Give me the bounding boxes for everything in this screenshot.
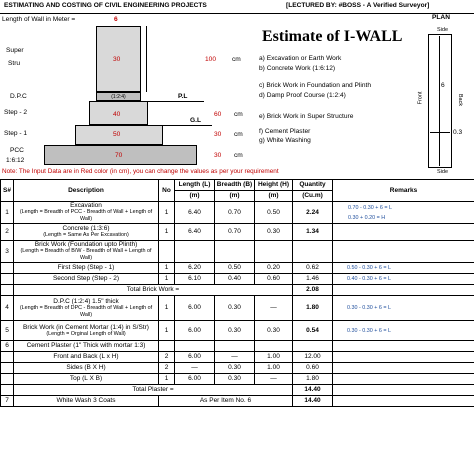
dpc-label: D.P.C: [10, 93, 27, 100]
col-length: Length (L): [175, 180, 215, 191]
col-remarks: Remarks: [333, 180, 474, 202]
row-sno: 4: [1, 296, 14, 321]
row-length: 6.00: [175, 352, 215, 363]
row-height: 1.00: [255, 352, 293, 363]
row-breadth: 0.70: [215, 202, 255, 224]
table-row: [1, 296, 474, 321]
plan-label: PLAN: [432, 14, 450, 21]
pcc-depth-value[interactable]: 30: [214, 152, 222, 159]
row-sno: 6: [1, 341, 14, 352]
row-description: Front and Back (L x H): [14, 352, 159, 363]
row-description: First Step (Step - 1): [14, 263, 159, 274]
table-row: [1, 224, 474, 241]
unit-length: (m): [175, 191, 215, 202]
row-remarks: 0.30 - 0.30 + 6 = L: [333, 321, 474, 341]
row-desc-main: Brick Work (Foundation upto Plinth): [34, 241, 138, 248]
row-remarks: 0.40 - 0.30 + 6 = L: [333, 274, 474, 285]
row-length: 6.40: [175, 224, 215, 241]
row-desc-sub: (Length = Breadth of B/W - Breadth of Wall + Length of Wall): [20, 248, 152, 261]
estimate-table: [0, 179, 474, 407]
estimate-item: a) Excavation or Earth Work: [259, 55, 342, 62]
table-row: [1, 374, 474, 385]
remark-line: 0.30 + 0.20 = H: [348, 214, 386, 221]
row-desc-sub: (Length = Same As Per Excavation): [43, 232, 129, 238]
unit-quantity: (Cu.m): [293, 191, 333, 202]
row-height: 0.30: [255, 321, 293, 341]
stru-label: Stru: [8, 60, 21, 67]
row-sno: 2: [1, 224, 14, 241]
row-quantity: 1.80: [293, 296, 333, 321]
row-height: 0.20: [255, 263, 293, 274]
step2-label: Step - 2: [4, 109, 28, 116]
table-row: [1, 321, 474, 341]
table-row: [1, 363, 474, 374]
col-no: No: [159, 180, 175, 202]
row-description: [14, 321, 159, 341]
plan-side-bottom: Side: [437, 169, 449, 175]
estimate-item: f) Cement Plaster: [259, 127, 311, 135]
table-row: [1, 202, 474, 224]
wall-width-value[interactable]: 30: [113, 56, 121, 63]
length-label: Length of Wall in Meter =: [2, 16, 76, 23]
row-breadth: 0.50: [215, 263, 255, 274]
unit-height: (m): [255, 191, 293, 202]
total-quantity: 2.08: [293, 285, 333, 296]
row-quantity: 0.54: [293, 321, 333, 341]
row-breadth: 0.30: [215, 296, 255, 321]
row-remarks: 0.30 - 0.30 + 6 = L: [333, 296, 474, 321]
estimate-item: g) White Washing: [259, 137, 311, 144]
table-row: [1, 396, 474, 407]
step1-depth-unit: cm: [234, 131, 243, 138]
row-description: Top (L X B): [14, 374, 159, 385]
sheet-title: ESTIMATING AND COSTING OF CIVIL ENGINEERING PROJECTS: [4, 2, 207, 9]
row-breadth: 0.30: [215, 374, 255, 385]
wall-height-unit: cm: [232, 56, 241, 63]
row-no: 1: [159, 274, 175, 285]
row-length: 6.00: [175, 374, 215, 385]
row-sno: 1: [1, 202, 14, 224]
dpc-layer: (1:2:4): [96, 92, 141, 101]
super-label: Super: [6, 47, 24, 54]
step1-width-value[interactable]: 50: [113, 131, 121, 138]
col-quantity: Quantity: [293, 180, 333, 191]
input-note: Note: The Input Data are in Red color (in cm), you can change the values as per your requirement: [2, 168, 279, 175]
row-no: 1: [159, 374, 175, 385]
row-sno: 3: [1, 241, 14, 263]
row-no: 1: [159, 321, 175, 341]
plan-width-value: 0.3: [453, 129, 463, 136]
row-no: 1: [159, 263, 175, 274]
row-height: 0.50: [255, 202, 293, 224]
row-description: [14, 224, 159, 241]
plan-length-value: 6: [441, 82, 445, 89]
plan-front-label: Front: [417, 91, 424, 105]
wall-height-value[interactable]: 100: [205, 56, 217, 63]
row-description: [14, 296, 159, 321]
row-desc-sub: (Length = Orginal Length of Wall): [46, 330, 126, 337]
step2-depth-unit: cm: [234, 111, 243, 118]
col-description: Description: [14, 180, 159, 202]
row-quantity: 2.24: [293, 202, 333, 224]
row-desc-main: Excavation: [70, 202, 102, 209]
row-height: —: [255, 374, 293, 385]
plinth-level-label: P.L: [178, 93, 188, 100]
row-quantity: 1.46: [293, 274, 333, 285]
sheet-credit: [LECTURED BY: #BOSS - A Verified Surveyor]: [286, 2, 430, 9]
plan-length-line: [439, 36, 440, 166]
total-label: Total Plaster =: [14, 385, 293, 396]
row-no: 2: [159, 352, 175, 363]
step1-label: Step - 1: [4, 130, 28, 137]
table-row: [1, 263, 474, 274]
estimate-item: b) Concrete Work (1:6:12): [259, 64, 336, 72]
table-row: [1, 341, 474, 352]
estimate-title: Estimate of I-WALL: [262, 28, 403, 45]
row-no: 2: [159, 363, 175, 374]
plan-back-label: Back: [457, 93, 464, 107]
row-description: Cement Plaster (1" Thick with mortar 1:3): [14, 341, 159, 352]
col-height: Height (H): [255, 180, 293, 191]
row-quantity: 1.34: [293, 224, 333, 241]
pcc-width-value[interactable]: 70: [115, 152, 123, 159]
remark-line: 0.70 - 0.30 + 6 = L: [348, 204, 393, 211]
plan-width-line: [430, 132, 450, 133]
row-reference: As Per Item No. 6: [159, 396, 293, 407]
table-total-row: [1, 285, 474, 296]
row-quantity: 12.00: [293, 352, 333, 363]
plinth-level-line: [140, 101, 204, 102]
row-no: 1: [159, 224, 175, 241]
estimate-item: d) Damp Proof Course (1:2:4): [259, 91, 346, 99]
row-height: —: [255, 296, 293, 321]
row-quantity: 14.40: [293, 396, 333, 407]
row-quantity: 0.60: [293, 363, 333, 374]
row-desc-sub: (Length = Breadth of PCC - Breadth of Wall + Length of Wall): [19, 209, 153, 222]
row-desc-main: Concrete (1:3:6): [62, 225, 110, 232]
row-breadth: —: [215, 352, 255, 363]
row-desc-sub: (Length = Breadth of DPC - Breadth of Wall + Length of Wall): [19, 304, 153, 318]
row-description: [14, 241, 159, 263]
row-remarks: [333, 202, 474, 224]
pcc-ratio: 1:6:12: [6, 157, 25, 164]
row-quantity: 0.62: [293, 263, 333, 274]
height-dimension-line: [146, 26, 147, 92]
unit-breadth: (m): [215, 191, 255, 202]
row-remarks: [333, 224, 474, 241]
table-row: [1, 274, 474, 285]
row-description: Sides (B X H): [14, 363, 159, 374]
row-length: 6.00: [175, 296, 215, 321]
table-row: [1, 241, 474, 263]
row-remarks: 0.50 - 0.30 + 6 = L: [333, 263, 474, 274]
row-length: 6.10: [175, 274, 215, 285]
step2-width-value[interactable]: 40: [113, 111, 121, 118]
row-no: 1: [159, 202, 175, 224]
table-header-row: [1, 180, 474, 191]
row-height: 1.00: [255, 363, 293, 374]
row-length: 6.20: [175, 263, 215, 274]
estimate-item: c) Brick Work in Foundation and Plinth: [259, 82, 372, 89]
row-breadth: 0.30: [215, 321, 255, 341]
ground-level-label: G.L: [190, 117, 201, 124]
row-breadth: 0.30: [215, 363, 255, 374]
row-breadth: 0.70: [215, 224, 255, 241]
row-no: 1: [159, 296, 175, 321]
row-height: 0.60: [255, 274, 293, 285]
row-sno: 7: [1, 396, 14, 407]
sheet-header: [0, 0, 474, 14]
row-desc-main: Brick Work (in Cement Mortar (1:4) in S/Str): [23, 323, 149, 331]
total-quantity: 14.40: [293, 385, 333, 396]
plan-outline: [428, 34, 452, 168]
length-value[interactable]: 6: [114, 16, 118, 23]
table-total-row: [1, 385, 474, 396]
row-length: 6.40: [175, 202, 215, 224]
row-description: [14, 202, 159, 224]
estimate-item: e) Brick Work in Super Structure: [259, 113, 354, 120]
step2-depth-value[interactable]: 60: [214, 111, 222, 118]
col-breadth: Breadth (B): [215, 180, 255, 191]
estimate-item-list: [259, 54, 371, 146]
pcc-label: PCC: [10, 147, 24, 154]
row-description: White Wash 3 Coats: [14, 396, 159, 407]
row-description: Second Step (Step - 2): [14, 274, 159, 285]
step1-depth-value[interactable]: 30: [214, 131, 222, 138]
table-row: [1, 352, 474, 363]
row-breadth: 0.40: [215, 274, 255, 285]
row-desc-main: D.P.C (1:2:4) 1.5" thick: [53, 297, 119, 305]
plan-side-top: Side: [437, 27, 449, 33]
row-length: 6.00: [175, 321, 215, 341]
row-sno: 5: [1, 321, 14, 341]
row-height: 0.30: [255, 224, 293, 241]
col-sno: S#: [1, 180, 14, 202]
pcc-depth-unit: cm: [234, 152, 243, 159]
row-length: —: [175, 363, 215, 374]
row-quantity: 1.80: [293, 374, 333, 385]
total-label: Total Brick Work =: [14, 285, 293, 296]
